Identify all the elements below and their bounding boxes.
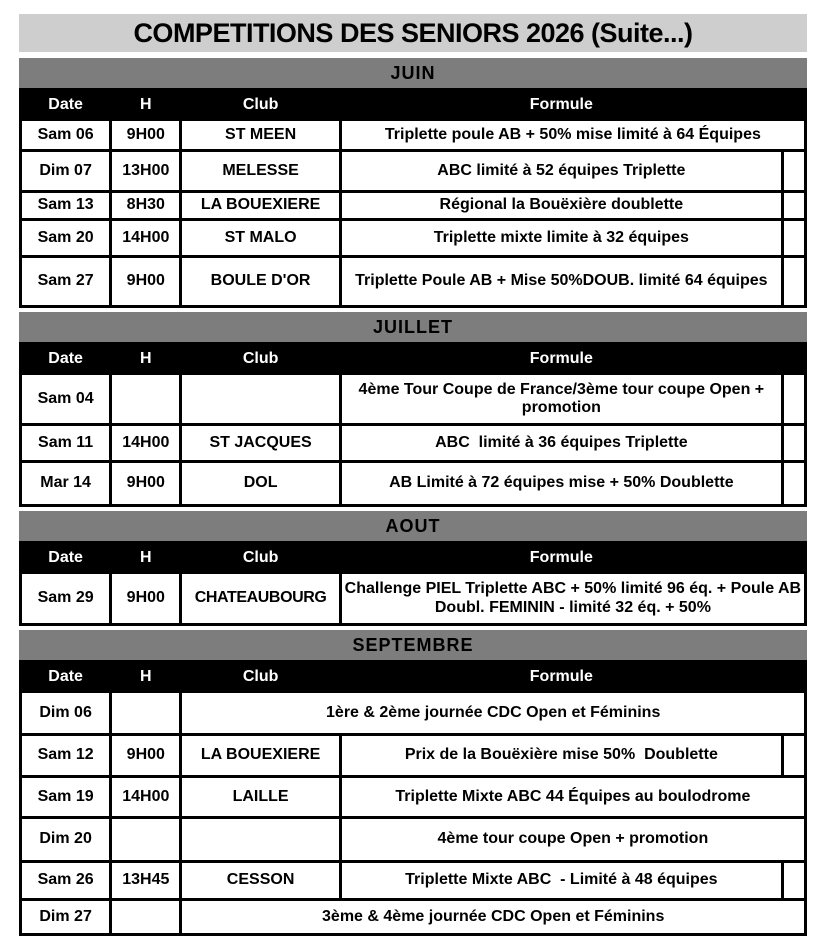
club-cell: DOL	[181, 462, 340, 506]
column-header-formule: Formule	[340, 90, 782, 120]
hour-cell	[111, 692, 181, 735]
column-header-spare	[782, 662, 805, 692]
hour-cell: 8H30	[111, 192, 181, 220]
formule-cell: Triplette poule AB + 50% mise limité à 64 Équipes	[340, 120, 805, 151]
column-header-hour: H	[111, 662, 181, 692]
table-row	[21, 192, 806, 220]
club-cell: LA BOUEXIERE	[181, 192, 340, 220]
date-cell: Sam 12	[21, 735, 111, 777]
hour-cell	[111, 900, 181, 935]
month-header-juin: JUIN	[19, 58, 807, 88]
club-cell	[181, 374, 340, 425]
spare-cell	[782, 862, 805, 900]
hour-cell: 9H00	[111, 573, 181, 625]
schedule-table	[19, 88, 807, 308]
column-header-formule: Formule	[340, 344, 782, 374]
formule-cell: Challenge PIEL Triplette ABC + 50% limité 96 éq. + Poule AB Doubl. FEMININ - limité 32 éq. + 50%	[340, 573, 805, 625]
date-cell: Sam 27	[21, 257, 111, 307]
formule-cell: Triplette Mixte ABC 44 Équipes au boulodrome	[340, 777, 805, 818]
date-cell: Dim 06	[21, 692, 111, 735]
table-row	[21, 900, 806, 935]
club-cell	[181, 818, 340, 862]
spare-cell	[782, 151, 805, 192]
column-header-row	[21, 543, 806, 573]
month-header-septembre: SEPTEMBRE	[19, 630, 807, 660]
hour-cell: 14H00	[111, 220, 181, 257]
month-header-juillet: JUILLET	[19, 312, 807, 342]
club-cell: LA BOUEXIERE	[181, 735, 340, 777]
table-row	[21, 220, 806, 257]
hour-cell: 9H00	[111, 257, 181, 307]
spare-cell	[782, 462, 805, 506]
table-row	[21, 462, 806, 506]
formule-cell: ABC limité à 52 équipes Triplette	[340, 151, 782, 192]
hour-cell: 13H45	[111, 862, 181, 900]
formule-cell: Prix de la Bouëxière mise 50% Doublette	[340, 735, 782, 777]
date-cell: Sam 19	[21, 777, 111, 818]
column-header-date: Date	[21, 662, 111, 692]
table-row	[21, 374, 806, 425]
spare-cell	[782, 220, 805, 257]
schedule-table	[19, 660, 807, 936]
column-header-row	[21, 662, 806, 692]
formule-cell: Régional la Bouëxière doublette	[340, 192, 782, 220]
hour-cell: 9H00	[111, 735, 181, 777]
column-header-club: Club	[181, 344, 340, 374]
hour-cell	[111, 374, 181, 425]
column-header-row	[21, 344, 806, 374]
club-cell: MELESSE	[181, 151, 340, 192]
club-cell: BOULE D'OR	[181, 257, 340, 307]
formule-cell: 3ème & 4ème journée CDC Open et Féminins	[181, 900, 806, 935]
formule-cell: 4ème tour coupe Open + promotion	[340, 818, 805, 862]
column-header-spare	[782, 543, 805, 573]
club-cell: ST MALO	[181, 220, 340, 257]
table-row	[21, 735, 806, 777]
formule-cell: ABC limité à 36 équipes Triplette	[340, 425, 782, 462]
hour-cell: 14H00	[111, 777, 181, 818]
table-row	[21, 425, 806, 462]
column-header-club: Club	[181, 90, 340, 120]
column-header-date: Date	[21, 90, 111, 120]
date-cell: Dim 27	[21, 900, 111, 935]
hour-cell: 13H00	[111, 151, 181, 192]
column-header-hour: H	[111, 344, 181, 374]
date-cell: Sam 29	[21, 573, 111, 625]
table-row	[21, 120, 806, 151]
table-row	[21, 777, 806, 818]
column-header-hour: H	[111, 90, 181, 120]
date-cell: Mar 14	[21, 462, 111, 506]
competition-schedule-page	[19, 14, 807, 936]
spare-cell	[782, 374, 805, 425]
column-header-club: Club	[181, 662, 340, 692]
club-cell: CESSON	[181, 862, 340, 900]
formule-cell: 1ère & 2ème journée CDC Open et Féminins	[181, 692, 806, 735]
column-header-spare	[782, 344, 805, 374]
date-cell: Sam 06	[21, 120, 111, 151]
column-header-spare	[782, 90, 805, 120]
month-header-aout: AOUT	[19, 511, 807, 541]
schedule-table	[19, 342, 807, 507]
hour-cell: 9H00	[111, 462, 181, 506]
table-row	[21, 692, 806, 735]
spare-cell	[782, 425, 805, 462]
date-cell: Sam 13	[21, 192, 111, 220]
club-cell: LAILLE	[181, 777, 340, 818]
spare-cell	[782, 257, 805, 307]
table-row	[21, 573, 806, 625]
formule-cell: Triplette mixte limite à 32 équipes	[340, 220, 782, 257]
hour-cell	[111, 818, 181, 862]
column-header-hour: H	[111, 543, 181, 573]
date-cell: Sam 04	[21, 374, 111, 425]
column-header-formule: Formule	[340, 662, 782, 692]
date-cell: Sam 20	[21, 220, 111, 257]
table-row	[21, 862, 806, 900]
date-cell: Sam 26	[21, 862, 111, 900]
formule-cell: Triplette Mixte ABC - Limité à 48 équipes	[340, 862, 782, 900]
column-header-formule: Formule	[340, 543, 782, 573]
spare-cell	[782, 735, 805, 777]
month-sections	[19, 58, 807, 936]
date-cell: Dim 07	[21, 151, 111, 192]
formule-cell: AB Limité à 72 équipes mise + 50% Doublette	[340, 462, 782, 506]
club-cell: CHATEAUBOURG	[181, 573, 340, 625]
page-title: COMPETITIONS DES SENIORS 2026 (Suite...)	[19, 14, 807, 52]
formule-cell: 4ème Tour Coupe de France/3ème tour coupe Open + promotion	[340, 374, 782, 425]
table-row	[21, 818, 806, 862]
date-cell: Sam 11	[21, 425, 111, 462]
hour-cell: 14H00	[111, 425, 181, 462]
spare-cell	[782, 192, 805, 220]
formule-cell: Triplette Poule AB + Mise 50%DOUB. limité 64 équipes	[340, 257, 782, 307]
column-header-date: Date	[21, 344, 111, 374]
hour-cell: 9H00	[111, 120, 181, 151]
column-header-club: Club	[181, 543, 340, 573]
table-row	[21, 257, 806, 307]
date-cell: Dim 20	[21, 818, 111, 862]
schedule-table	[19, 541, 807, 626]
club-cell: ST MEEN	[181, 120, 340, 151]
column-header-row	[21, 90, 806, 120]
table-row	[21, 151, 806, 192]
club-cell: ST JACQUES	[181, 425, 340, 462]
column-header-date: Date	[21, 543, 111, 573]
